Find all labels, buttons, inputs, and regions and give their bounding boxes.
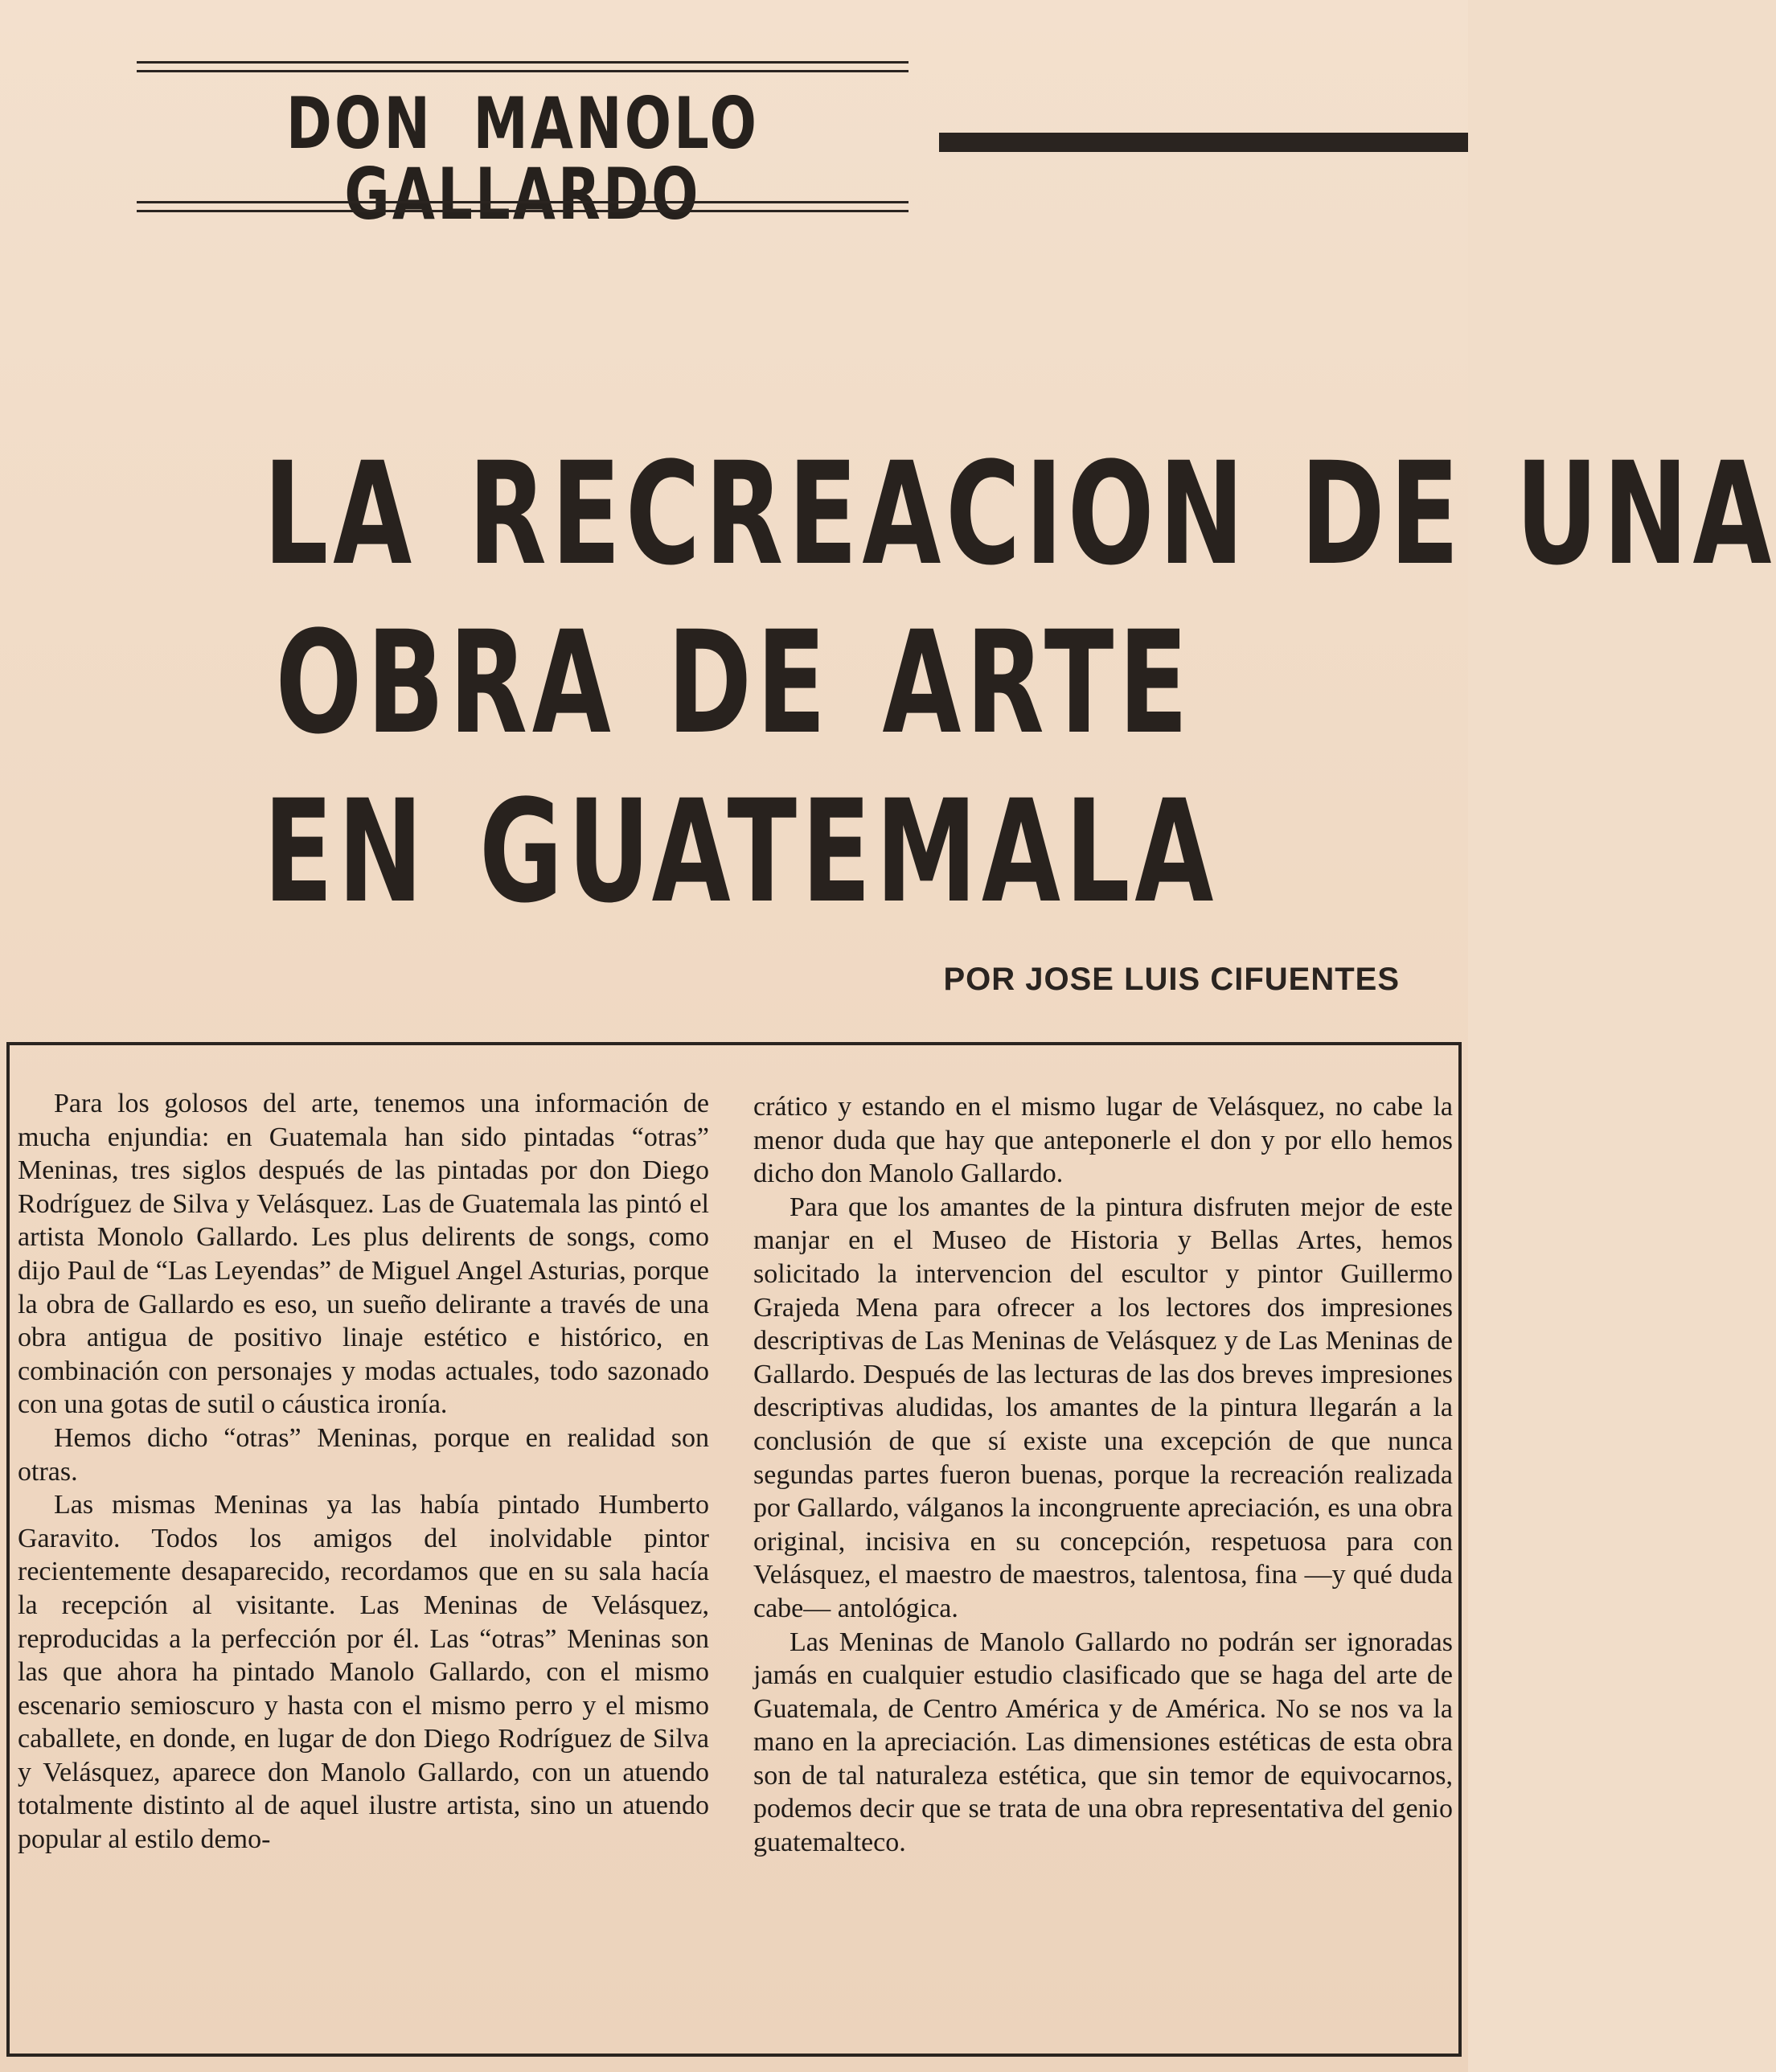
paragraph: Las mismas Meninas ya las había pintado Humberto Garavito. Todos los amigos del inolvidable pintor recientemente desaparecido, recordamos que en su sala hacía la recepción al visitante. Las Meninas de Velásquez, reproducidas a la perfección por él. Las “otras” Meninas son las que ahora ha pintado Manolo Gallardo, con el mismo escenario semioscuro y hasta con el mismo perro y el mismo caballete, en donde, en lugar de don Diego Rodríguez de Silva y Velásquez, aparece don Manolo Gallardo, con un atuendo totalmente distinto al de aquel ilustre artista, sino un atuendo popular al estilo demo- bbox=[18, 1490, 709, 1855]
paragraph: Hemos dicho “otras” Meninas, porque en realidad son otras. bbox=[18, 1422, 709, 1487]
headline-line-3: EN GUATEMALA bbox=[263, 769, 1219, 934]
article-box bbox=[6, 1042, 1462, 2057]
kicker-title: DON MANOLO GALLARDO bbox=[285, 82, 760, 236]
paragraph-continuation: crático y estando en el mismo lugar de Velásquez, no cabe la menor duda que hay que anteponerle el don y por ello hemos dicho don Manolo Gallardo. bbox=[753, 1092, 1453, 1189]
kicker-rule-bottom bbox=[137, 201, 909, 212]
article-left-column bbox=[18, 1087, 709, 1857]
paragraph: Para que los amantes de la pintura disfruten mejor de este manjar en el Museo de Historia y Bellas Artes, hemos solicitado la intervencion del escultor y pintor Guillermo Grajeda Mena para ofrecer a los lectores dos impresiones descriptivas de Las Meninas de Velásquez y de Las Meninas de Gallardo. Después de las lecturas de las dos breves impresiones descriptivas aludidas, los amantes de la pintura llegarán a la conclusión de que sí existe una excepción de que nunca segundas partes fueron buenas, porque la recreación realizada por Gallardo, válganos la incongruente apreciación, es una obra original, incisiva en su concepción, respetuosa para con Velásquez, el maestro de maestros, talentosa, fina —y qué duda cabe— antológica. bbox=[753, 1192, 1453, 1623]
byline: POR JOSE LUIS CIFUENTES bbox=[943, 962, 1400, 997]
headline-line-1: LA RECREACION DE UNA bbox=[263, 432, 1776, 597]
kicker-rule-top bbox=[137, 61, 909, 72]
headline bbox=[80, 430, 1776, 937]
article-right-column bbox=[753, 1090, 1453, 1860]
paragraph: Para los golosos del arte, tenemos una información de mucha enjundia: en Guatemala han sido pintadas “otras” Meninas, tres siglos después de las pintadas por don Diego Rodríguez de Silva y Velásquez. Las de Guatemala las pintó el artista Monolo Gallardo. Les plus delirents de songs, como dijo Paul de “Las Leyendas” de Miguel Angel Asturias, porque la obra de Gallardo es eso, un sueño delirante a través de una obra antigua de positivo linaje estético e histórico, en combinación con personajes y modas actuales, todo sazonado con una gotas de sutil o cáustica ironía. bbox=[18, 1089, 709, 1420]
paragraph: Las Meninas de Manolo Gallardo no podrán ser ignoradas jamás en cualquier estudio clasificado que se haga del arte de Guatemala, de Centro América y de América. No se nos va la mano en la apreciación. Las dimensiones estéticas de esta obra son de tal naturaleza estética, que sin temor de equivocarnos, podemos decir que se trata de una obra representativa del genio guatemalteco. bbox=[753, 1627, 1453, 1858]
headline-line-2: OBRA DE ARTE bbox=[275, 601, 1193, 765]
kicker-side-bar bbox=[939, 133, 1468, 152]
